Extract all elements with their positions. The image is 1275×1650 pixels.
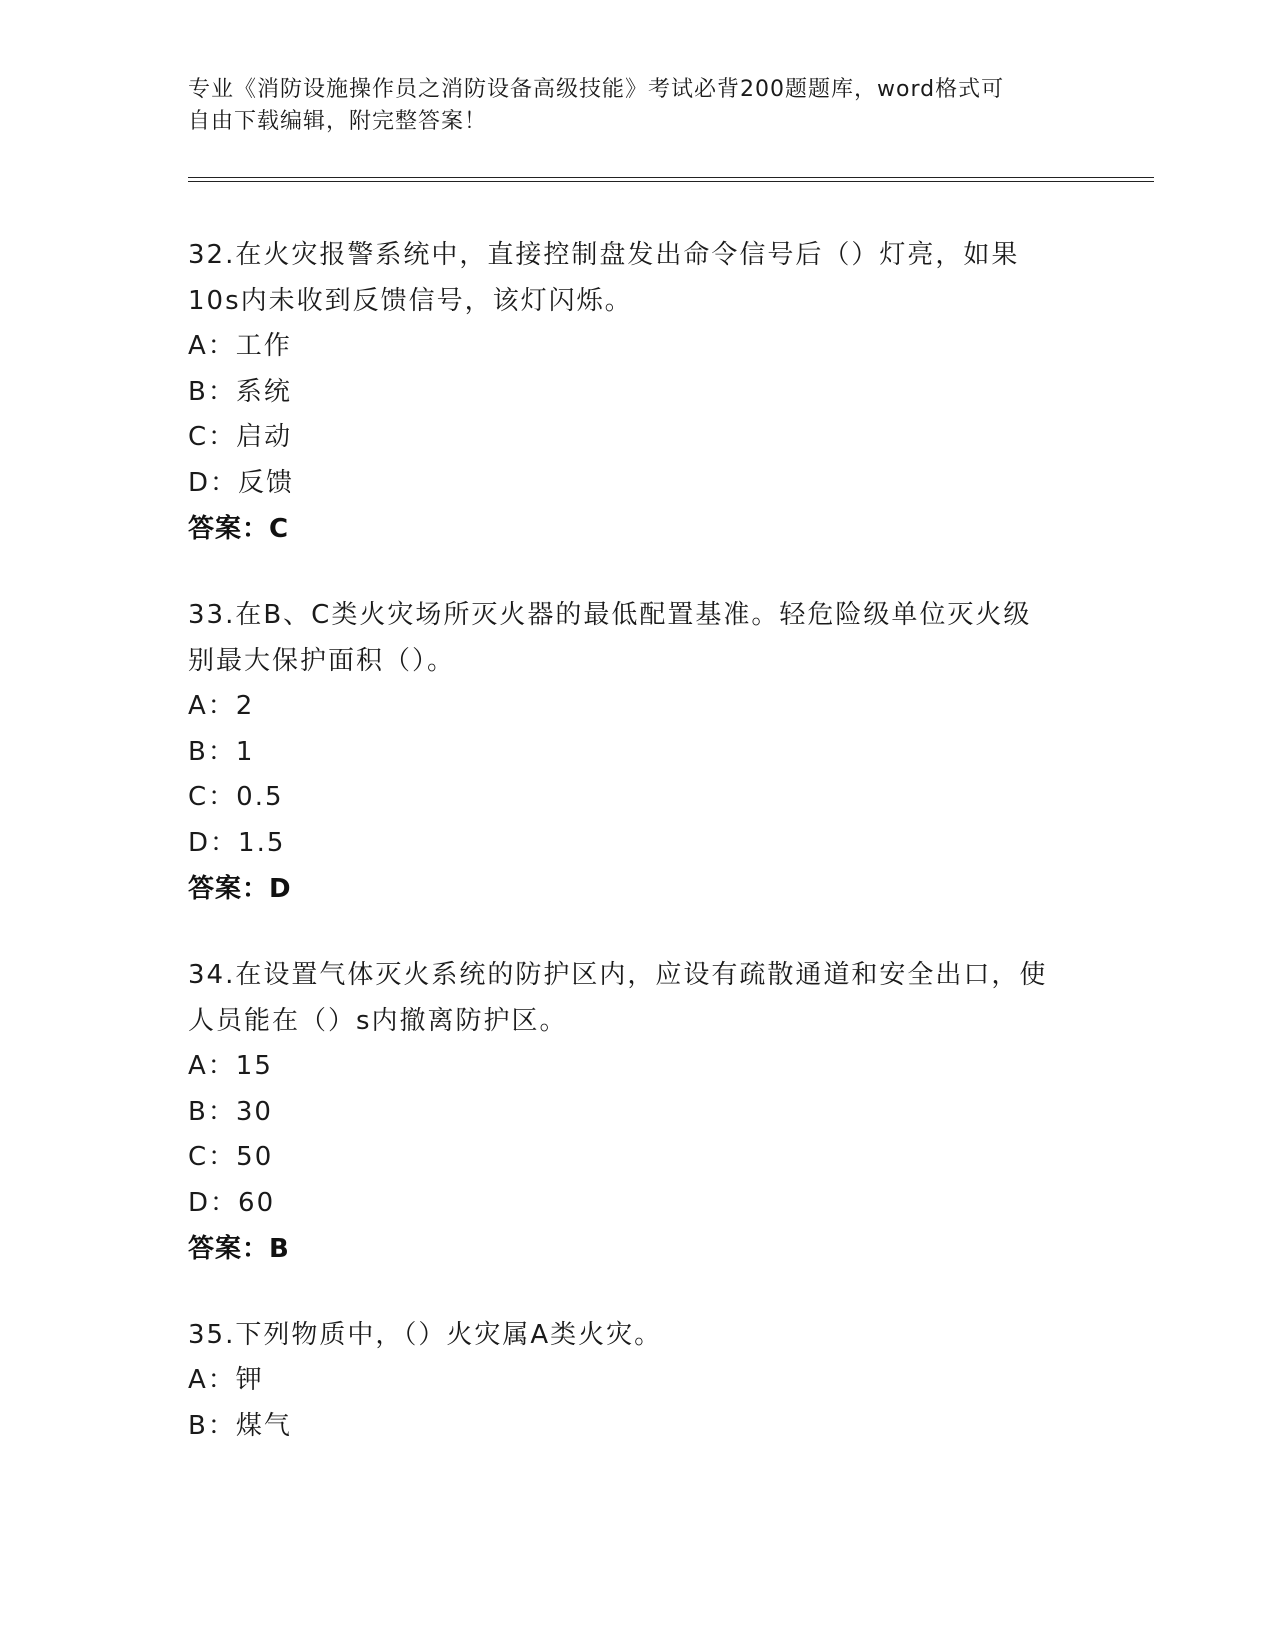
header-line-1: 专业《消防设施操作员之消防设备高级技能》考试必背200题题库，word格式可 — [188, 77, 1005, 102]
question-stem-line-1: 35.下列物质中，（）火灾属A类火灾。 — [188, 1320, 663, 1350]
option-key: C： — [188, 422, 237, 452]
option-c — [188, 415, 1088, 461]
option-text: 启动 — [236, 422, 293, 452]
question-stem-line-1: 32.在火灾报警系统中，直接控制盘发出命令信号后（）灯亮，如果 — [188, 240, 1020, 270]
question-stem-line-2: 别最大保护面积（）。 — [188, 646, 456, 676]
option-text: 煤气 — [235, 1410, 292, 1441]
option-b — [188, 1090, 1088, 1136]
option-key: C： — [188, 782, 237, 812]
option-a — [188, 324, 1088, 370]
question-33 — [188, 592, 1088, 912]
option-key: B： — [188, 1096, 236, 1127]
header-divider-bottom — [188, 181, 1154, 182]
question-stem — [188, 1312, 1088, 1358]
question-stem-line-2: 人员能在（）s内撤离防护区。 — [188, 1006, 568, 1036]
option-key: A： — [188, 691, 236, 721]
option-key: A： — [188, 1365, 236, 1395]
option-key: D： — [188, 827, 239, 858]
question-list — [188, 232, 1088, 1489]
option-b — [188, 370, 1088, 416]
question-stem — [188, 592, 1088, 684]
option-text: 0.5 — [236, 782, 284, 812]
option-text: 1 — [235, 736, 255, 767]
option-key: A： — [188, 331, 236, 361]
option-a — [188, 1044, 1088, 1090]
question-stem-line-1: 34.在设置气体灭火系统的防护区内，应设有疏散通道和安全出口，使 — [188, 960, 1048, 990]
option-text: 50 — [236, 1142, 274, 1172]
option-key: B： — [188, 376, 236, 407]
option-b — [188, 1404, 1088, 1450]
option-d — [188, 821, 1088, 867]
option-key: B： — [188, 736, 236, 767]
question-stem — [188, 952, 1088, 1044]
option-c — [188, 1135, 1088, 1181]
question-stem-line-2: 10s内未收到反馈信号，该灯闪烁。 — [188, 286, 633, 316]
option-key: D： — [188, 1187, 239, 1218]
option-text: 系统 — [235, 376, 292, 407]
option-key: C： — [188, 1142, 237, 1172]
option-text: 钾 — [235, 1365, 264, 1395]
option-d — [188, 1181, 1088, 1227]
answer-label: 答案：B — [188, 1234, 290, 1264]
answer-label: 答案：C — [188, 514, 290, 544]
question-35 — [188, 1312, 1088, 1449]
option-text: 工作 — [235, 331, 292, 361]
question-34 — [188, 952, 1088, 1272]
option-c — [188, 775, 1088, 821]
document-header — [188, 74, 1088, 138]
option-b — [188, 730, 1088, 776]
option-text: 2 — [235, 691, 255, 721]
header-line-2: 自由下载编辑，附完整答案！ — [188, 109, 488, 134]
option-a — [188, 684, 1088, 730]
option-d — [188, 461, 1088, 507]
question-stem — [188, 232, 1088, 324]
option-key: A： — [188, 1051, 236, 1081]
header-divider-top — [188, 177, 1154, 178]
question-stem-line-1: 33.在B、C类火灾场所灭火器的最低配置基准。轻危险级单位灭火级 — [188, 600, 1032, 630]
option-key: D： — [188, 467, 239, 498]
question-32 — [188, 232, 1088, 552]
option-text: 30 — [235, 1096, 273, 1127]
option-text: 1.5 — [238, 827, 286, 858]
answer-label: 答案：D — [188, 874, 292, 904]
option-text: 60 — [238, 1187, 276, 1218]
option-text: 15 — [235, 1051, 273, 1081]
option-a — [188, 1358, 1088, 1404]
option-text: 反馈 — [238, 467, 295, 498]
option-key: B： — [188, 1410, 236, 1441]
